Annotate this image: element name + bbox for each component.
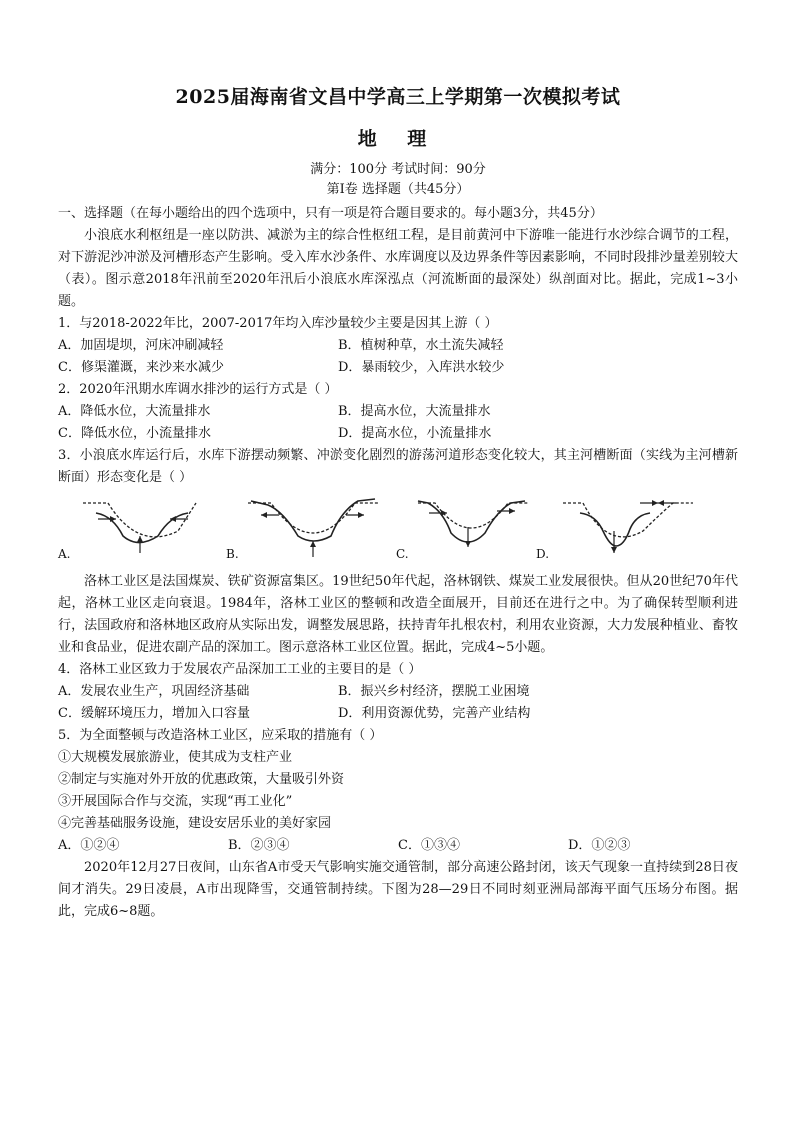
option[interactable]: A．加固堤坝，河床冲刷减轻 bbox=[58, 338, 224, 353]
measure-item: ①大规模发展旅游业，使其成为支柱产业 bbox=[58, 750, 293, 765]
channel-diagram-d bbox=[558, 491, 698, 561]
figure-a bbox=[78, 491, 208, 561]
subject-title: 地 理 bbox=[357, 128, 439, 150]
channel-diagram-a bbox=[78, 491, 208, 561]
option[interactable]: A．降低水位，大流量排水 bbox=[58, 404, 211, 419]
figure-label-a: A. bbox=[58, 547, 71, 561]
channel-section-figures bbox=[58, 491, 738, 571]
option[interactable]: B．振兴乡村经济，摆脱工业困境 bbox=[338, 684, 530, 699]
passage-2: 洛林工业区是法国煤炭、铁矿资源富集区。19世纪50年代起，洛林钢铁、煤炭工业发展很快。但从20世纪70年代起，洛林工业区走向衰退。1984年，洛林工业区的整顿和改造全面展开，目前还在进行之中。为了确保转型顺利进行，法国政府和洛林地区政府从实际出发，调整发展思路，扶持青年扎根农村，利用农业资源，大力发展种植业、畜牧业和食品业，促进农副产品的深加工。图示意洛林工业区位置。据此，完成4~5小题。 bbox=[58, 574, 738, 655]
question-2-options bbox=[58, 401, 738, 445]
option[interactable]: D．①②③ bbox=[568, 838, 631, 853]
figure-label-b: B. bbox=[226, 547, 239, 561]
question-4-stem: 4．洛林工业区致力于发展农产品深加工工业的主要目的是（ ） bbox=[58, 662, 422, 677]
question-5-options bbox=[58, 835, 738, 857]
figure-label-c: C. bbox=[396, 547, 409, 561]
figure-c bbox=[413, 491, 533, 561]
question-1-options bbox=[58, 335, 738, 379]
option[interactable]: C．缓解环境压力，增加入口容量 bbox=[58, 706, 250, 721]
option[interactable]: C．①③④ bbox=[398, 838, 460, 853]
option[interactable]: C．修渠灌溉，来沙来水减少 bbox=[58, 360, 224, 375]
question-2-stem: 2．2020年汛期水库调水排沙的运行方式是（ ） bbox=[58, 382, 338, 397]
option[interactable]: B．②③④ bbox=[228, 838, 290, 853]
figure-d bbox=[558, 491, 698, 561]
question-3-stem: 3．小浪底水库运行后，水库下游摆动频繁、冲淤变化剧烈的游荡河道形态变化较大，其主河槽断面（实线为主河槽新断面）形态变化是（ ） bbox=[58, 448, 738, 485]
passage-3: 2020年12月27日夜间，山东省A市受天气影响实施交通管制，部分高速公路封闭，该天气现象一直持续到28日夜间才消失。29日凌晨，A市出现降雪，交通管制持续。下图为28—29日不同时刻亚洲局部海平面气压场分布图。据此，完成6~8题。 bbox=[58, 860, 738, 919]
exam-body bbox=[58, 203, 738, 923]
option[interactable]: B．植树种草，水土流失减轻 bbox=[338, 338, 504, 353]
figure-label-d: D. bbox=[536, 547, 550, 561]
measure-item: ③开展国际合作与交流，实现“再工业化” bbox=[58, 794, 293, 809]
measure-item: ④完善基础服务设施，建设安居乐业的美好家园 bbox=[58, 816, 332, 831]
option[interactable]: C．降低水位，小流量排水 bbox=[58, 426, 211, 441]
option[interactable]: B．提高水位，大流量排水 bbox=[338, 404, 491, 419]
passage-1: 小浪底水利枢纽是一座以防洪、减淤为主的综合性枢纽工程，是目前黄河中下游唯一能进行水沙综合调节的工程，对下游泥沙冲淤及河槽形态产生影响。受入库水沙条件、水库调度以及边界条件等因素影响，不同时段排沙量差别较大（表）。图示意2018年汛前至2020年汛后小浪底水库深泓点（河流断面的最深处）纵剖面对比。据此，完成1~3小题。 bbox=[58, 228, 738, 309]
question-5-stem: 5．为全面整顿与改造洛林工业区，应采取的措施有（ ） bbox=[58, 728, 383, 743]
option[interactable]: D．提高水位，小流量排水 bbox=[338, 426, 492, 441]
score-time: 满分：100分 考试时间：90分 bbox=[310, 162, 486, 177]
section-heading: 第Ⅰ卷 选择题（共45分） bbox=[326, 182, 470, 197]
channel-diagram-c bbox=[413, 491, 533, 561]
option[interactable]: A．发展农业生产，巩固经济基础 bbox=[58, 684, 250, 699]
figure-b bbox=[243, 491, 383, 561]
question-4-options bbox=[58, 681, 738, 725]
instructions: 一、选择题（在每小题给出的四个选项中，只有一项是符合题目要求的。每小题3分，共45分） bbox=[58, 206, 603, 221]
question-1-stem: 1．与2018-2022年比，2007-2017年均入库沙量较少主要是因其上游（ ） bbox=[58, 316, 498, 331]
measure-item: ②制定与实施对外开放的优惠政策，大量吸引外资 bbox=[58, 772, 345, 787]
exam-title: 2025届海南省文昌中学高三上学期第一次模拟考试 bbox=[175, 86, 621, 108]
channel-diagram-b bbox=[243, 491, 383, 561]
exam-meta bbox=[58, 160, 738, 200]
option[interactable]: D．暴雨较少，入库洪水较少 bbox=[338, 360, 505, 375]
option[interactable]: A．①②④ bbox=[58, 838, 120, 853]
option[interactable]: D．利用资源优势，完善产业结构 bbox=[338, 706, 531, 721]
